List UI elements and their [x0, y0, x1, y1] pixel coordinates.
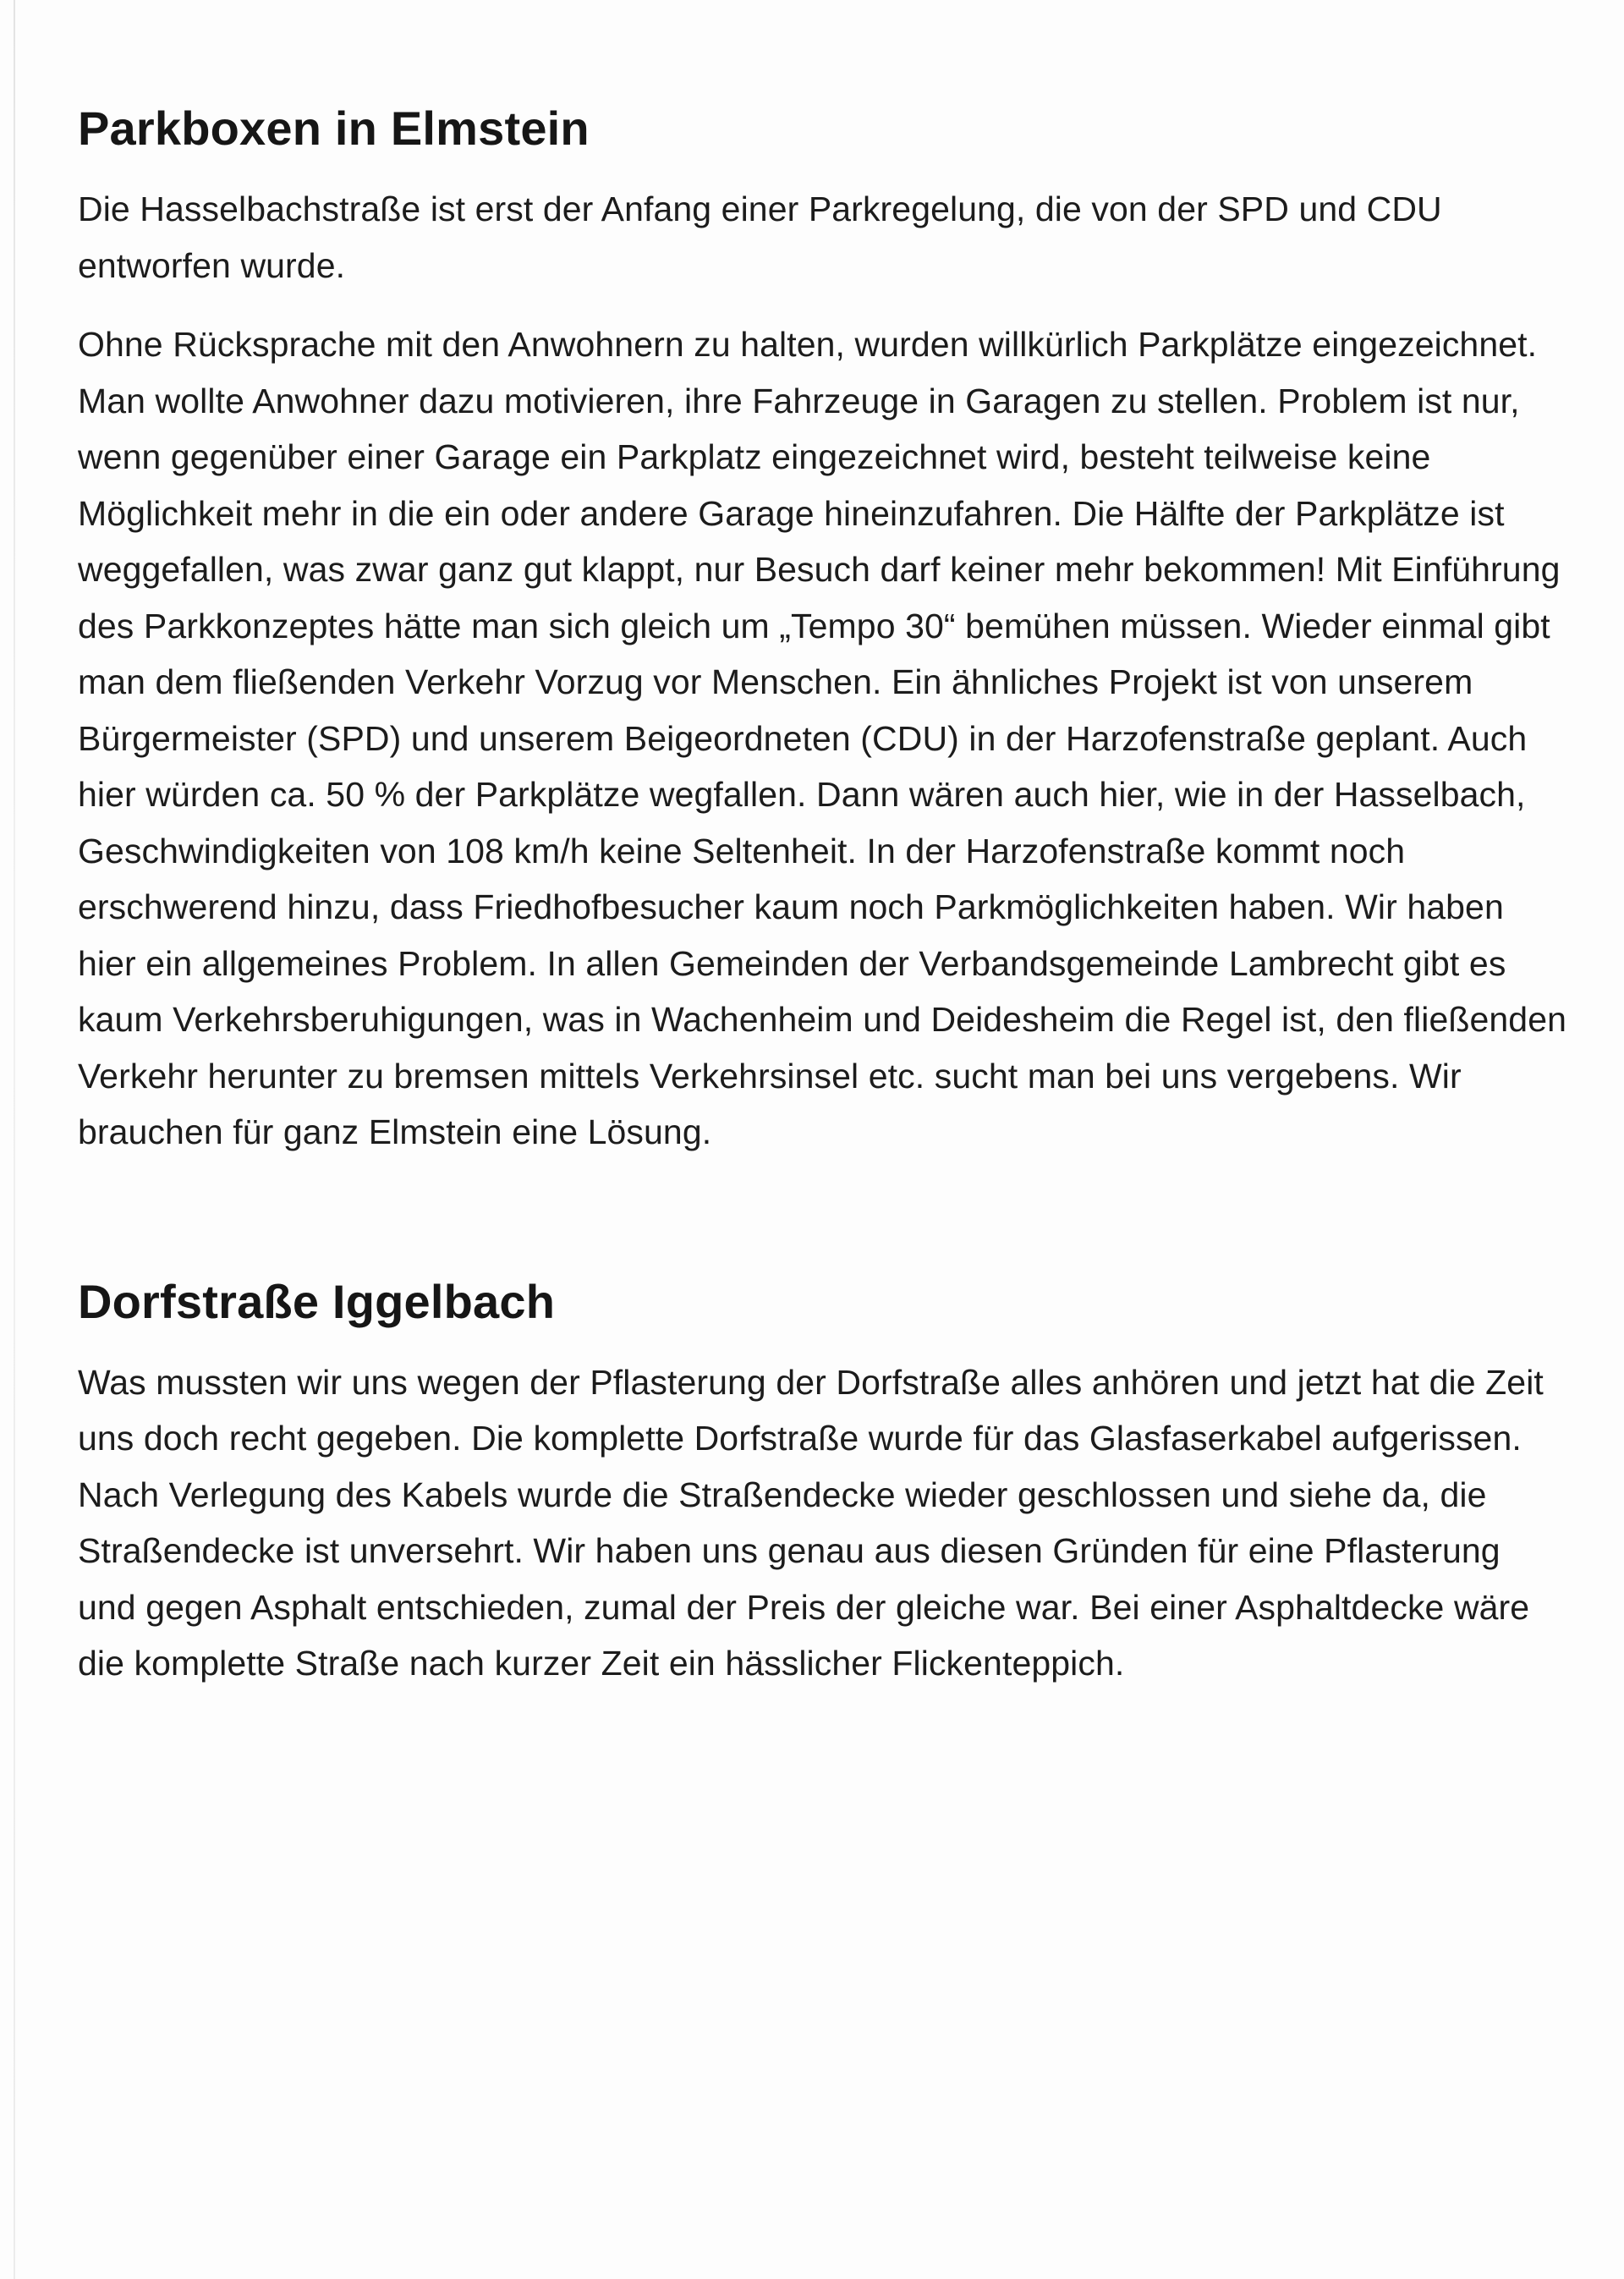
- document-page: [78, 102, 1566, 1692]
- section-heading: Dorfstraße Iggelbach: [78, 1274, 556, 1328]
- section-heading: Parkboxen in Elmstein: [78, 102, 590, 155]
- section-paragraph: Die Hasselbachstraße ist erst der Anfang einer Parkregelung, die von der SPD und CDU entworfen wurde.: [78, 189, 1442, 285]
- section-parkboxen: [78, 102, 1566, 1161]
- section-paragraph: Ohne Rücksprache mit den Anwohnern zu halten, wurden willkürlich Parkplätze eingezeichnet. Man wollte Anwohner dazu motivieren, ihre Fahrzeuge in Garagen zu stellen. Problem ist nur, wenn gegenüber einer Garage ein Parkplatz eingezeichnet wird, besteht teilweise keine Möglichkeit mehr in die ein oder andere Garage hineinzufahren. Die Hälfte der Parkplätze ist weggefallen, was zwar ganz gut klappt, nur Besuch darf keiner mehr bekommen! Mit Einführung des Parkkonzeptes hätte man sich gleich um „Tempo 30“ bemühen müssen. Wieder einmal gibt man dem fließenden Verkehr Vorzug vor Menschen. Ein ähnliches Projekt ist von unserem Bürgermeister (SPD) und unserem Beigeordneten (CDU) in der Harzofenstraße geplant. Auch hier würden ca. 50 % der Parkplätze wegfallen. Dann wären auch hier, wie in der Hasselbach, Geschwindigkeiten von 108 km/h keine Seltenheit. In der Harzofenstraße kommt noch erschwerend hinzu, dass Friedhofbesucher kaum noch Parkmöglichkeiten haben. Wir haben hier ein allgemeines Problem. In allen Gemeinden der Verbandsgemeinde Lambrecht gibt es kaum Verkehrsberuhigungen, was in Wachenheim und Deidesheim die Regel ist, den fließenden Verkehr herunter zu bremsen mittels Verkehrsinsel etc. sucht man bei uns vergebens. Wir brauchen für ganz Elmstein eine Lösung.: [78, 325, 1567, 1151]
- section-paragraph: Was mussten wir uns wegen der Pflasterung der Dorfstraße alles anhören und jetzt hat die Zeit uns doch recht gegeben. Die komplette Dorfstraße wurde für das Glasfaserkabel aufgerissen. Nach Verlegung des Kabels wurde die Straßendecke wieder geschlossen und siehe da, die Straßendecke ist unversehrt. Wir haben uns genau aus diesen Gründen für eine Pflasterung und gegen Asphalt entschieden, zumal der Preis der gleiche war. Bei einer Asphaltdecke wäre die komplette Straße nach kurzer Zeit ein hässlicher Flickenteppich.: [78, 1362, 1544, 1683]
- scan-edge-line: [14, 0, 15, 2279]
- section-dorfstrasse: [78, 1275, 1566, 1692]
